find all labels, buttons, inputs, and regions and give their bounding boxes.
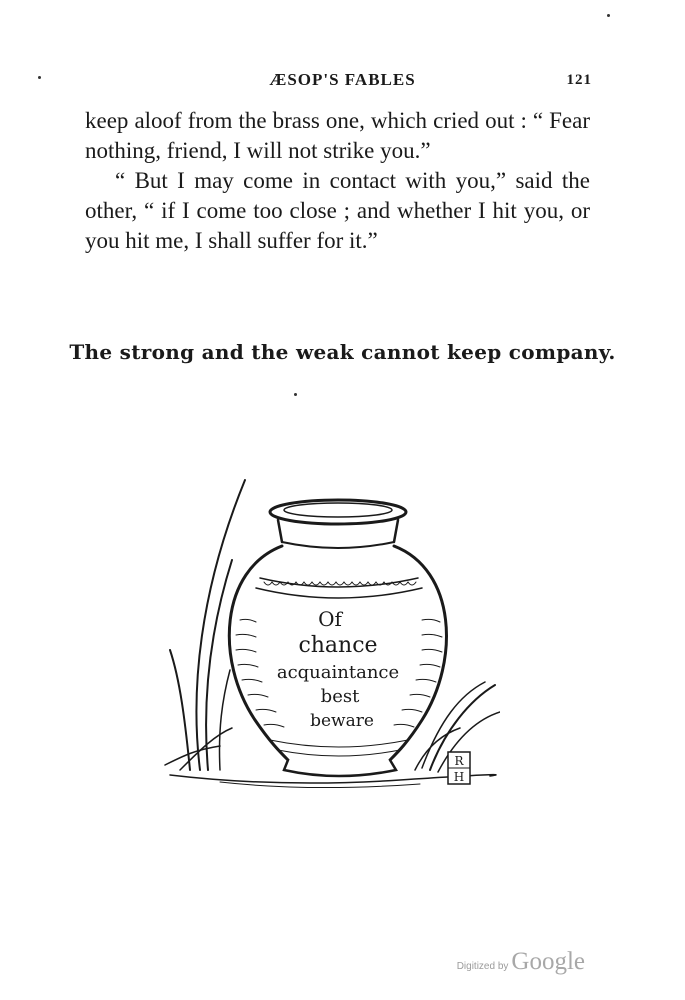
jar-illustration <box>160 470 500 800</box>
ink-speck <box>294 393 297 396</box>
fable-moral: The strong and the weak cannot keep company. <box>69 340 616 364</box>
running-head <box>0 70 685 94</box>
monogram-letter: R <box>454 754 464 768</box>
monogram-letter: H <box>453 770 465 784</box>
running-title: ÆSOP'S FABLES <box>269 70 416 89</box>
fable-text <box>85 106 590 256</box>
ink-speck <box>607 14 610 17</box>
jar-inscription-line: Of <box>318 607 342 631</box>
google-logo: Google <box>511 948 585 975</box>
paragraph: “ But I may come in contact with you,” said the other, “ if I come too close ; and whether I hit you, or you hit me, I shall suffer for it.” <box>85 168 590 253</box>
jar-inscription-line: chance <box>298 633 378 658</box>
paragraph: keep aloof from the brass one, which cried out : “ Fear nothing, friend, I will not strike you.” <box>85 108 590 163</box>
jar-inscription-line: acquaintance <box>276 662 400 683</box>
brass-pot-drawing <box>160 470 500 800</box>
page-number: 121 <box>566 72 592 88</box>
jar-inscription-line: best <box>320 686 360 707</box>
jar-inscription-line: beware <box>310 711 374 731</box>
digitized-watermark <box>457 948 585 982</box>
digitized-label: Digitized by <box>456 961 509 972</box>
